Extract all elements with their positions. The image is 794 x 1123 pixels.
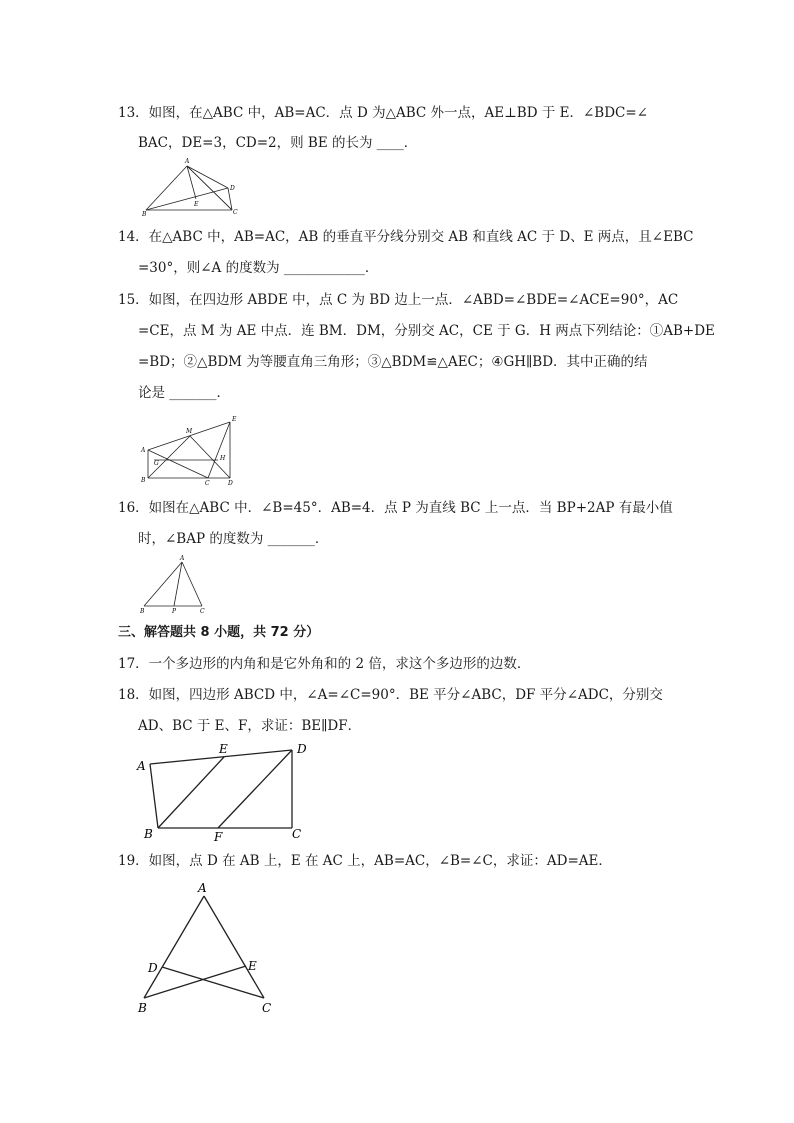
q19-label-e: E: [248, 959, 257, 973]
q15-label-e: E: [232, 416, 237, 423]
q15-text-line-3: =BD；②△BDM 为等腰直角三角形；③△BDM≌△AEC；④GH∥BD．其中正确的结: [138, 354, 648, 370]
q14-text-line-1: 14．在△ABC 中，AB=AC，AB 的垂直平分线分别交 AB 和直线 AC 于 D、E 两点，且∠EBC: [118, 229, 694, 245]
q19-label-b: B: [138, 1001, 147, 1015]
q13-text-line-2: BAC，DE=3，CD=2，则 BE 的长为 ____．: [138, 135, 418, 151]
q15-label-a: A: [141, 447, 146, 454]
q18-label-d: D: [297, 742, 307, 756]
q18-text-line-1: 18．如图，四边形 ABCD 中，∠A=∠C=90°．BE 平分∠ABC，DF 平分∠ADC，分别交: [118, 687, 663, 703]
q16-label-p: P: [172, 608, 177, 615]
q15-text-line-4: 论是 _______．: [138, 385, 231, 401]
q15-label-d: D: [228, 480, 233, 487]
q16-text-line-1: 16．如图在△ABC 中．∠B=45°．AB=4．点 P 为直线 BC 上一点．当 BP+2AP 有最小值: [118, 500, 673, 516]
q13-label-d: D: [230, 185, 235, 192]
q18-label-a: A: [137, 759, 146, 773]
q13-figure: [140, 158, 240, 218]
q13-label-a: A: [185, 158, 190, 165]
q18-label-c: C: [292, 827, 302, 841]
section-3-heading: 三、解答题共 8 小题，共 72 分）: [118, 625, 320, 640]
q19-text-line-1: 19．如图，点 D 在 AB 上，E 在 AC 上，AB=AC，∠B=∠C，求证：AD=AE．: [118, 853, 612, 869]
q18-label-b: B: [144, 827, 153, 841]
q18-text-line-2: AD、BC 于 E、F，求证：BE∥DF．: [138, 718, 362, 734]
q13-label-b: B: [142, 211, 147, 218]
q15-text-line-1: 15．如图，在四边形 ABDE 中，点 C 为 BD 边上一点．∠ABD=∠BDE=∠ACE=90°，AC: [118, 292, 679, 308]
q18-label-f: F: [214, 830, 223, 844]
q15-label-g: G: [154, 460, 159, 467]
q18-figure: [134, 740, 314, 844]
q14-text-line-2: =30°，则∠A 的度数为 ____________．: [138, 260, 379, 276]
q15-label-h: H: [220, 455, 226, 462]
q19-label-c: C: [262, 1001, 272, 1015]
q15-label-b: B: [141, 477, 146, 484]
q13-label-e: E: [194, 201, 199, 208]
q19-label-a: A: [198, 881, 207, 895]
q16-label-b: B: [140, 608, 145, 615]
q18-label-e: E: [219, 742, 228, 756]
q15-label-c: C: [205, 480, 210, 487]
q15-figure: [140, 414, 240, 486]
q16-label-a: A: [180, 555, 185, 562]
q16-figure: [140, 556, 210, 616]
q17-text-line-1: 17．一个多边形的内角和是它外角和的 2 倍，求这个多边形的边数．: [118, 656, 531, 672]
q15-label-m: M: [186, 428, 193, 435]
q15-text-line-2: =CE，点 M 为 AE 中点．连 BM．DM，分别交 AC，CE 于 G．H 两点下列结论：①AB+DE: [138, 323, 715, 339]
q13-label-c: C: [233, 209, 238, 216]
q19-figure: [134, 880, 284, 1020]
q16-label-c: C: [200, 608, 205, 615]
q13-text-line-1: 13．如图，在△ABC 中，AB=AC．点 D 为△ABC 外一点，AE⊥BD 于 E．∠BDC=∠: [118, 105, 648, 121]
q19-label-d: D: [148, 961, 158, 975]
q16-text-line-2: 时，∠BAP 的度数为 _______．: [138, 531, 329, 547]
